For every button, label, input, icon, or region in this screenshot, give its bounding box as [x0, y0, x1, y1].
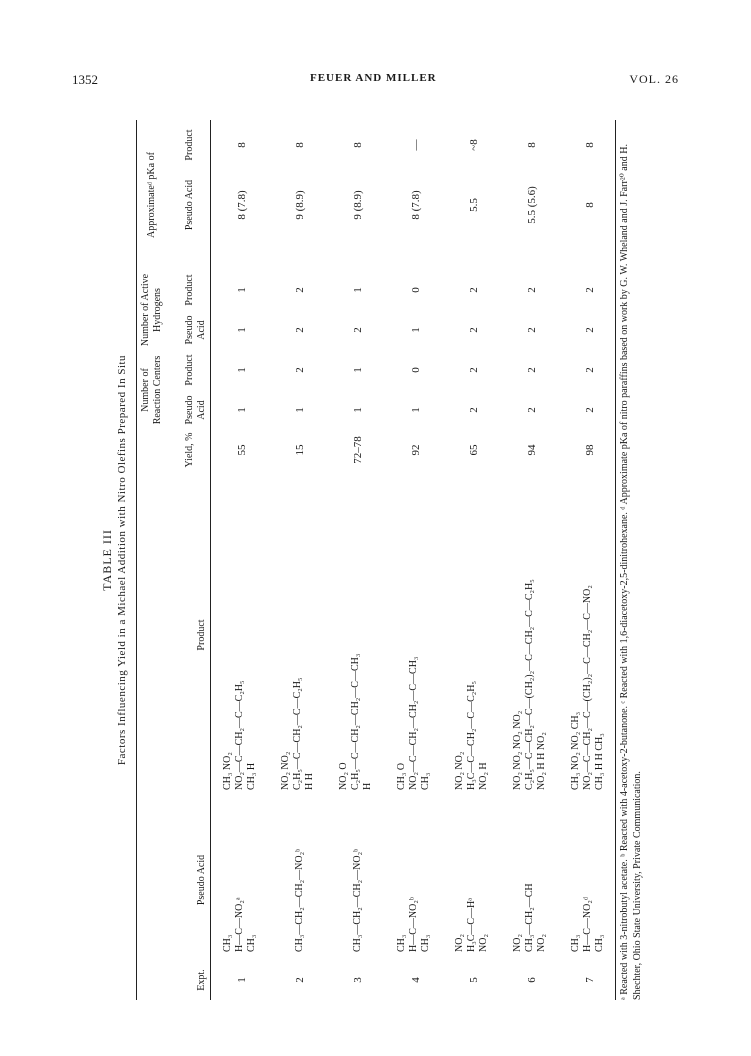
cell-yield: 55: [236, 444, 248, 456]
sub-ah-pseudo: Pseudo Acid: [184, 315, 207, 345]
cell-yield: 98: [584, 444, 596, 456]
cell-pka-product: 8: [352, 142, 364, 148]
cell-yield: 72–78: [352, 436, 364, 464]
table-caption: Factors Influencing Yield in a Michael Addition with Nitro Olefins Prepared In Situ: [116, 354, 128, 766]
cell-pka-pseudo: 8 (7.8): [410, 190, 422, 220]
sub-rc-product: Product: [184, 354, 195, 386]
cell-rc-product: 1: [352, 367, 364, 373]
cell-ah-pseudo: 1: [410, 327, 422, 333]
sub-ah-product: Product: [184, 274, 195, 306]
cell-expt: 3: [352, 977, 364, 983]
cell-expt: 1: [236, 977, 248, 983]
cell-rc-pseudo: 2: [526, 407, 538, 413]
rotated-table: [100, 120, 645, 1000]
cell-ah-product: 0: [410, 287, 422, 293]
header-pka: Approximateᵈ pKa of: [146, 152, 157, 238]
cell-rc-product: 0: [410, 367, 422, 373]
cell-rc-product: 2: [294, 367, 306, 373]
cell-yield: 94: [526, 444, 538, 456]
header-yield: Yield, %: [184, 432, 195, 468]
cell-ah-pseudo: 2: [352, 327, 364, 333]
cell-expt: 2: [294, 977, 306, 983]
header-product: Product: [196, 619, 207, 651]
page-number: 1352: [72, 72, 98, 87]
cell-pka-pseudo: 5.5 (5.6): [526, 186, 538, 224]
cell-expt: 5: [468, 977, 480, 983]
cell-pseudo-acid: NO₂ CH₃—CH₂—CH NO₂: [512, 883, 547, 952]
cell-ah-product: 1: [352, 287, 364, 293]
cell-pka-product: 8: [236, 142, 248, 148]
cell-ah-pseudo: 2: [526, 327, 538, 333]
cell-ah-product: 2: [294, 287, 306, 293]
header-expt: Expt.: [196, 969, 207, 991]
cell-yield: 65: [468, 444, 480, 456]
cell-yield: 15: [294, 444, 306, 456]
cell-pka-pseudo: 8: [584, 202, 596, 208]
cell-rc-pseudo: 1: [352, 407, 364, 413]
cell-ah-pseudo: 2: [468, 327, 480, 333]
header-rule: [210, 120, 211, 1000]
cell-pka-pseudo: 9 (8.9): [352, 190, 364, 220]
top-rule: [136, 120, 137, 1000]
cell-pka-product: —: [410, 139, 422, 151]
cell-product: CH₃ NO₂ NO₂ CH₃ NO₂—C—CH₂—C—(CH₂)₂—C—CH₂—C—NO₂ CH₃ H H CH₃: [570, 585, 605, 790]
cell-pseudo-acid: CH₃ H—C—NO₂ᵇ CH₃: [396, 897, 431, 952]
cell-ah-product: 2: [526, 287, 538, 293]
cell-rc-product: 2: [468, 367, 480, 373]
table-footnote: ᵃ Reacted with 3-nitrobutyl acetate. ᵇ Reacted with 4-acetoxy-2-butanone. ᶜ Reacted with 1,6-diacetoxy-2,5-dinitrohexane. ᵈ Approximate pKa of nitro paraffins based on work by G. W. Wheland and J. Farr²⁰ and H. Shechter, Ohio State University, Private Communication.: [619, 144, 643, 1000]
cell-pka-product: 8: [584, 142, 596, 148]
cell-expt: 6: [526, 977, 538, 983]
cell-product: NO₂ NO₂ C₂H₅—C—CH₂—C—C₂H₅ H H: [280, 677, 315, 790]
table-label: TABLE III: [100, 529, 114, 591]
cell-ah-product: 2: [468, 287, 480, 293]
cell-pka-product: ~8: [468, 139, 480, 151]
header-pseudo-acid: Pseudo Acid: [196, 854, 207, 906]
cell-expt: 7: [584, 977, 596, 983]
cell-product: NO₂ O C₂H₅—C—CH₂—CH₂—C—CH₃ H: [338, 653, 373, 790]
cell-rc-product: 1: [236, 367, 248, 373]
cell-pseudo-acid: CH₃ H—C—NO₂ᵈ CH₃: [570, 897, 605, 952]
cell-rc-pseudo: 1: [410, 407, 422, 413]
cell-yield: 92: [410, 444, 422, 456]
cell-ah-product: 1: [236, 287, 248, 293]
cell-rc-product: 2: [584, 367, 596, 373]
cell-pseudo-acid: CH₃ H—C—NO₂ᵃ CH₃: [222, 897, 257, 952]
sub-rc-pseudo: Pseudo Acid: [184, 395, 207, 425]
cell-ah-pseudo: 2: [294, 327, 306, 333]
cell-expt: 4: [410, 977, 422, 983]
cell-ah-pseudo: 1: [236, 327, 248, 333]
cell-pka-product: 8: [294, 142, 306, 148]
bottom-rule: [615, 120, 616, 1000]
header-active-hydrogens: Number of Active Hydrogens: [140, 273, 163, 347]
cell-rc-pseudo: 2: [584, 407, 596, 413]
header-reaction-centers: Number of Reaction Centers: [140, 355, 163, 425]
cell-product: CH₃ O NO₂—C—CH₂—CH₂—C—CH₃ CH₃: [396, 656, 431, 790]
cell-rc-pseudo: 1: [294, 407, 306, 413]
cell-ah-product: 2: [584, 287, 596, 293]
author-line: FEUER AND MILLER: [310, 72, 437, 84]
running-head: [0, 72, 751, 92]
cell-rc-pseudo: 2: [468, 407, 480, 413]
volume-label: VOL. 26: [629, 72, 679, 86]
cell-product: NO₂ NO₂ H₃C—C—CH₂—C—C₂H₅ NO₂ H: [454, 681, 489, 790]
cell-rc-product: 2: [526, 367, 538, 373]
sub-pka-pseudo: Pseudo Acid: [184, 179, 195, 231]
cell-pseudo-acid: CH₃—CH₂—CH₂—NO₂ᵇ: [352, 848, 363, 952]
cell-pseudo-acid: CH₃—CH₂—CH₂—NO₂ᵇ: [294, 848, 305, 952]
cell-pka-product: 8: [526, 142, 538, 148]
cell-product: NO₂ NO₂ NO₂ NO₂ C₂H₅—C—CH₂—C—(CH₂)₂—C—CH₂—C—C₂H₅ NO₂ H H NO₂: [512, 579, 547, 790]
cell-rc-pseudo: 1: [236, 407, 248, 413]
cell-product: CH₃ NO₂ NO₂—C—CH₂—C—C₂H₅ CH₃ H: [222, 680, 257, 790]
cell-pka-pseudo: 9 (8.9): [294, 190, 306, 220]
cell-ah-pseudo: 2: [584, 327, 596, 333]
cell-pseudo-acid: NO₂ H₃C—C—Hᵃ NO₂: [454, 897, 489, 952]
sub-pka-product: Product: [184, 129, 195, 161]
cell-pka-pseudo: 8 (7.8): [236, 190, 248, 220]
cell-pka-pseudo: 5.5: [468, 198, 480, 212]
